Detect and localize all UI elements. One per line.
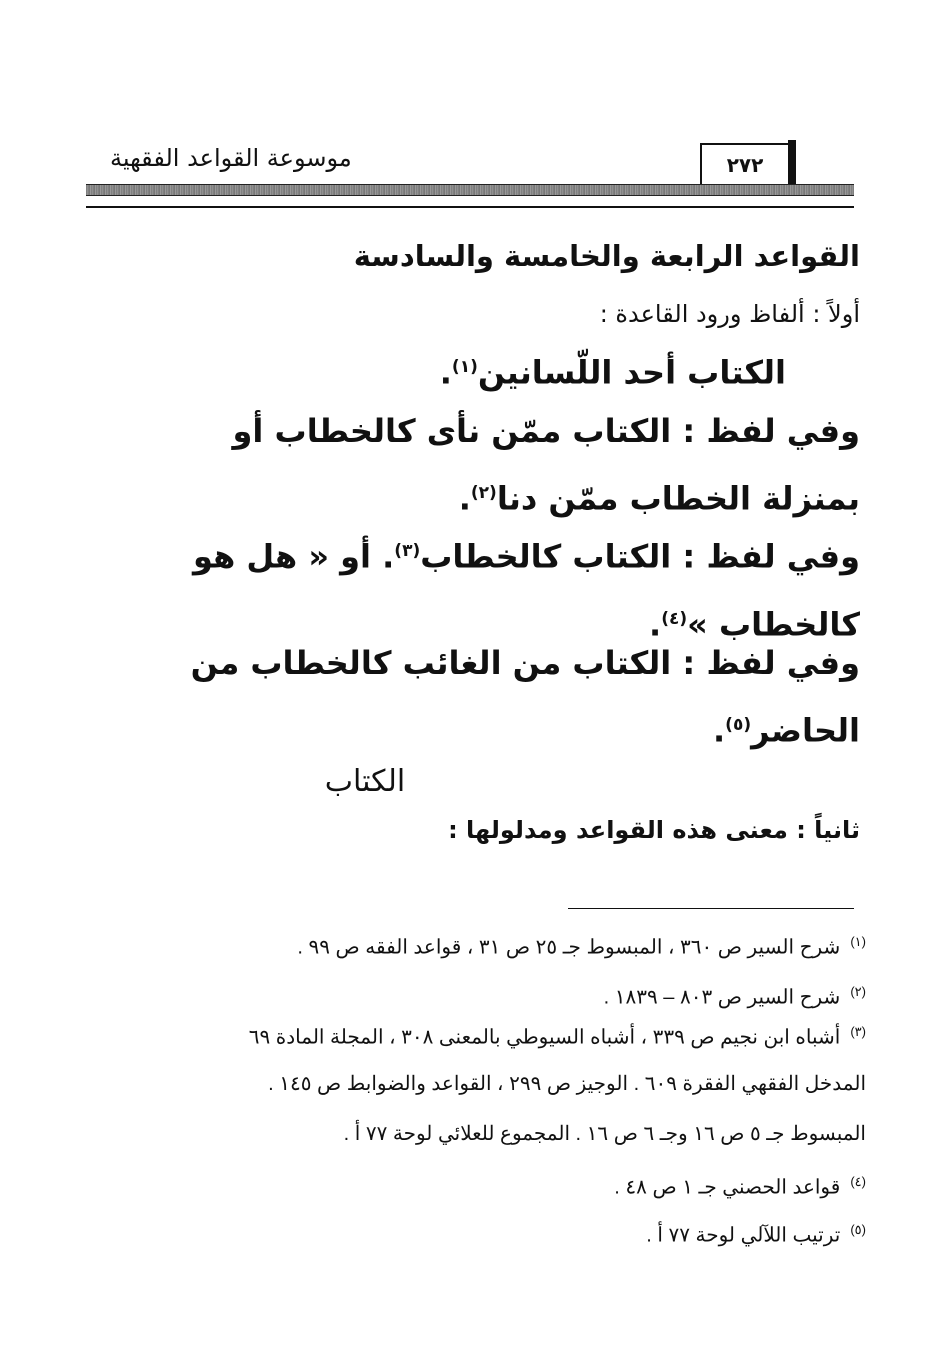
footnote-number: (٣) [850, 1024, 866, 1039]
footnote-number: (٥) [850, 1222, 866, 1237]
rule-two-line-1: وفي لفظ : الكتاب ممّن نأى كالخطاب أو [232, 412, 860, 450]
footnote-ref-3: (٣) [394, 541, 421, 561]
rule-three-line-2-text: كالخطاب » [687, 605, 860, 644]
footnote-text: شرح السير ص ٨٠٣ – ١٨٣٩ . [603, 986, 841, 1009]
footnote-text: أشباه ابن نجيم ص ٣٣٩ ، أشباه السيوطي بالمعنى ٣٠٨ ، المجلة المادة ٦٩ [248, 1026, 841, 1049]
rule-three-text: وفي لفظ : الكتاب كالخطاب [420, 537, 860, 576]
section-title: الكتاب [324, 764, 406, 799]
footnote-text: المبسوط جـ ٥ ص ١٦ وجـ ٦ ص ١٦ . المجموع للعلائي لوحة ٧٧ أ . [343, 1123, 866, 1145]
rule-three-continuation: . أو « هل هو [193, 537, 395, 576]
footnote-2 [86, 974, 866, 1016]
footnote-text: المدخل الفقهي الفقرة ٦٠٩ . الوجيز ص ٢٩٩ ، القواعد والضوابط ص ١٤٥ . [268, 1073, 866, 1095]
header-decorative-band [86, 184, 854, 196]
rule-two [84, 400, 860, 530]
footnote-ref-5: (٥) [725, 715, 752, 735]
rule-one [86, 336, 786, 404]
rule-four [84, 632, 860, 762]
footnote-4 [86, 1164, 866, 1206]
page-number-box-edge [788, 140, 796, 190]
period: . [713, 711, 726, 750]
footnote-text: قواعد الحصني جـ ١ ص ٤٨ . [614, 1176, 841, 1199]
footnote-text: ترتيب اللآلي لوحة ٧٧ أ . [646, 1224, 841, 1247]
period: . [439, 353, 452, 392]
period: . [649, 605, 662, 644]
running-header-title: موسوعة القواعد الفقهية [110, 144, 352, 172]
period: . [458, 479, 471, 518]
rule-four-line-1: وفي لفظ : الكتاب من الغائب كالخطاب من [190, 644, 860, 682]
footnote-ref-1: (١) [451, 357, 478, 377]
rule-three-line-1 [84, 520, 860, 588]
footnote-3-continued [86, 1066, 866, 1102]
footnote-separator [568, 908, 854, 909]
footnote-ref-4: (٤) [661, 608, 688, 629]
second-intro: ثانياً : معنى هذه القواعد ومدلولها : [448, 816, 860, 844]
rule-two-line-2-text: بمنزلة الخطاب ممّن دنا [496, 479, 860, 518]
footnote-3-continued [86, 1116, 866, 1152]
footnote-text: شرح السير ص ٣٦٠ ، المبسوط جـ ٢٥ ص ٣١ ، قواعد الفقه ص ٩٩ . [297, 936, 841, 959]
footnote-number: (٤) [850, 1174, 866, 1189]
header-rule [86, 206, 854, 208]
rule-one-text: الكتاب أحد اللّسانين [477, 353, 786, 392]
first-intro: أولاً : ألفاظ ورود القاعدة : [599, 300, 860, 328]
footnote-number: (١) [850, 934, 866, 949]
footnote-5 [86, 1212, 866, 1254]
rule-four-line-2 [84, 694, 860, 762]
rule-four-line-2-text: الحاضر [751, 711, 860, 750]
footnote-1 [86, 924, 866, 966]
footnote-3 [86, 1014, 866, 1056]
page-number: ٢٧٢ [700, 143, 790, 185]
footnote-ref-2: (٢) [470, 483, 497, 503]
section-heading: القواعد الرابعة والخامسة والسادسة [353, 239, 860, 273]
footnote-number: (٢) [850, 984, 866, 999]
